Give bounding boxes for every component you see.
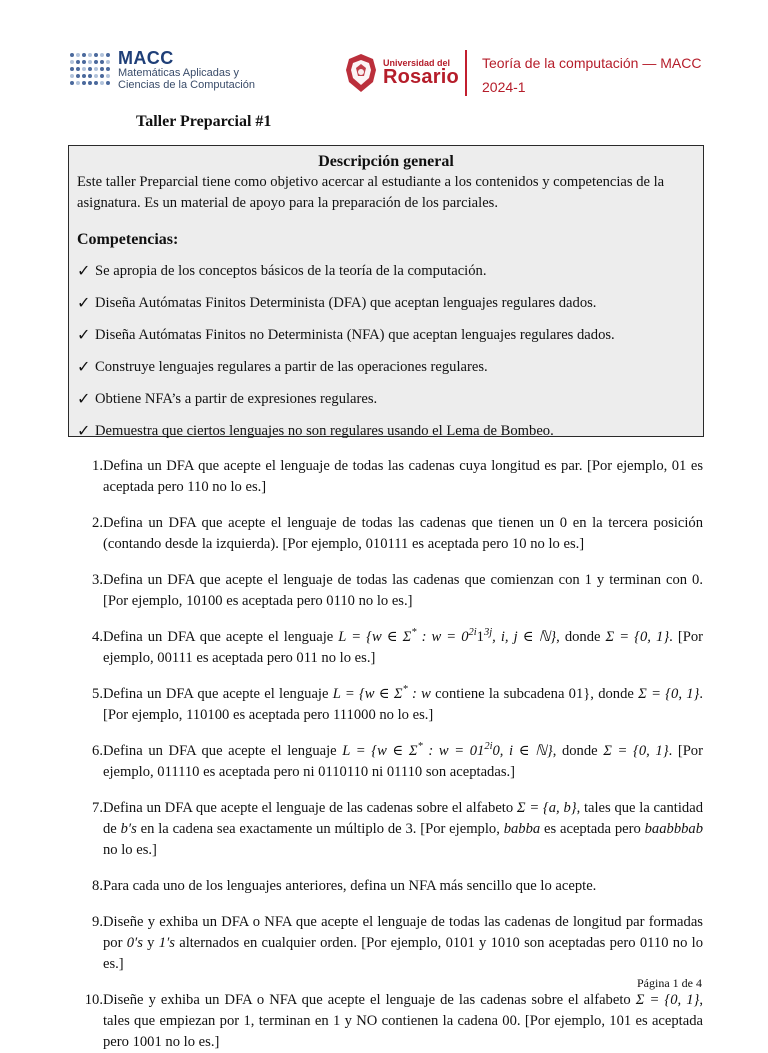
question-text — [103, 684, 703, 726]
document-title: Taller Preparcial #1 — [136, 113, 272, 130]
math-fragment: : w = 0 — [416, 629, 469, 645]
header-divider — [465, 50, 467, 96]
competency-item — [77, 388, 695, 409]
question-item — [78, 741, 703, 783]
course-name: Teoría de la computación — MACC — [482, 55, 702, 71]
math-superscript: 3j — [483, 627, 493, 639]
math-superscript: * — [402, 684, 408, 696]
competency-item — [77, 420, 695, 441]
math-fragment: : w — [407, 686, 431, 702]
math-1s: 1′s — [158, 935, 175, 951]
competency-text: Se apropia de los conceptos básicos de la teoría de la computación. — [95, 263, 487, 279]
question-number: 6. — [92, 743, 103, 759]
question-number: 2. — [92, 515, 103, 531]
competencies-title: Competencias: — [77, 231, 179, 248]
question-pre: Defina un DFA que acepte el lenguaje — [103, 686, 333, 702]
question-item — [78, 513, 703, 555]
question-number: 8. — [92, 878, 103, 894]
university-text-2: Rosario — [383, 66, 459, 88]
question-post: no lo es.] — [103, 842, 157, 858]
math-sigma: Σ = {0, 1} — [605, 629, 670, 645]
question-post: , donde — [590, 686, 639, 702]
example-accepted: babba — [503, 821, 541, 837]
question-number: 7. — [92, 800, 103, 816]
question-pre: Diseñe y exhiba un DFA o NFA que acepte el lenguaje de todas las cadenas de longitud par formadas por — [103, 914, 703, 951]
macc-logo-mark — [66, 49, 118, 95]
question-text — [103, 741, 703, 783]
questions-list — [78, 456, 703, 1053]
math-superscript: * — [411, 627, 417, 639]
question-number: 9. — [92, 914, 103, 930]
question-number: 5. — [92, 686, 103, 702]
question-mid: y — [142, 935, 159, 951]
question-pre: Diseñe y exhiba un DFA o NFA que acepte el lenguaje de las cadenas sobre el alfabeto — [103, 992, 636, 1008]
question-pre: Defina un DFA que acepte el lenguaje de las cadenas sobre el alfabeto — [103, 800, 517, 816]
university-seal-icon — [343, 52, 379, 94]
question-item — [78, 684, 703, 726]
competency-item — [77, 260, 695, 281]
question-text: Defina un DFA que acepte el lenguaje de todas las cadenas que comienzan con 1 y terminan con 0. [Por ejemplo, 10100 es aceptada pero 0110 no lo es.] — [103, 572, 703, 609]
question-text — [103, 990, 703, 1053]
question-item — [78, 798, 703, 861]
question-post: alternados en cualquier orden. [Por ejemplo, 0101 y 1010 son aceptadas pero 0110 no lo es.] — [103, 935, 703, 972]
math-fragment: 0, i ∈ ℕ} — [492, 743, 553, 759]
competency-text: Diseña Autómatas Finitos Determinista (DFA) que aceptan lenguajes regulares dados. — [95, 295, 597, 311]
university-text-1: Universidad del — [383, 58, 451, 68]
math-fragment: 1 — [476, 629, 484, 645]
question-item — [78, 912, 703, 975]
checkmark-icon: ✓ — [77, 421, 91, 440]
question-item — [78, 876, 703, 897]
competency-text: Diseña Autómatas Finitos no Determinista (NFA) que aceptan lenguajes regulares dados. — [95, 327, 615, 343]
question-post: . [Por ejemplo, 011110 es aceptada pero ni 0110110 ni 01110 son aceptadas.] — [103, 743, 703, 780]
university-logo — [343, 52, 459, 98]
overview-description: Este taller Preparcial tiene como objetivo acercar al estudiante a los contenidos y competencias de la asignatura. Es un material de apoyo para la preparación de los parciales. — [77, 174, 665, 211]
question-post: . [Por ejemplo, 110100 es aceptada pero 111000 no lo es.] — [103, 686, 704, 723]
question-post: , tales que la cantidad de — [103, 800, 703, 837]
page-header — [0, 0, 768, 110]
macc-subtitle-1: Matemáticas Aplicadas y — [118, 67, 240, 79]
question-text: Defina un DFA que acepte el lenguaje de todas las cadenas que tienen un 0 en la tercera posición (contando desde la izquierda). [Por ejemplo, 010111 es aceptada pero 10 no lo es.] — [103, 515, 703, 552]
question-item — [78, 570, 703, 612]
macc-text — [118, 49, 288, 95]
competencies-list — [77, 260, 695, 441]
overview-title: Descripción general — [318, 153, 454, 170]
question-post: es aceptada pero — [540, 821, 645, 837]
question-number: 3. — [92, 572, 103, 588]
math-sigma: Σ = {a, b} — [516, 800, 577, 816]
question-post: en la cadena sea exactamente un múltiplo de 3. [Por ejemplo, — [136, 821, 504, 837]
overview-box — [68, 145, 704, 440]
question-text: Para cada uno de los lenguajes anteriores, defina un NFA más sencillo que lo acepte. — [103, 878, 597, 894]
math-sigma: Σ = {0, 1} — [638, 686, 700, 702]
question-text — [103, 627, 703, 669]
checkmark-icon: ✓ — [77, 325, 91, 344]
question-item — [78, 627, 703, 669]
math-sigma: Σ = {0, 1} — [603, 743, 669, 759]
math-superscript: * — [417, 741, 423, 753]
math-superscript: 2i — [484, 741, 493, 753]
math-fragment: , i, j ∈ ℕ} — [492, 629, 557, 645]
question-number: 10. — [84, 992, 103, 1008]
math-bs: b′s — [120, 821, 137, 837]
page-number: Página 1 de 4 — [637, 976, 702, 990]
math-expression — [342, 743, 552, 759]
math-fragment: : w = 01 — [422, 743, 485, 759]
math-expression — [338, 629, 556, 645]
question-post: , donde — [552, 743, 604, 759]
math-expression — [333, 686, 431, 702]
question-text: Defina un DFA que acepte el lenguaje de todas las cadenas cuya longitud es par. [Por ejemplo, 01 es aceptada pero 110 no lo es.] — [103, 458, 703, 495]
math-fragment: L = {w ∈ Σ — [338, 629, 412, 645]
question-text — [103, 798, 703, 861]
checkmark-icon: ✓ — [77, 293, 91, 312]
math-fragment: L = {w ∈ Σ — [342, 743, 418, 759]
math-fragment: L = {w ∈ Σ — [332, 686, 403, 702]
question-number: 4. — [92, 629, 103, 645]
competency-text: Construye lenguajes regulares a partir de las operaciones regulares. — [95, 359, 488, 375]
math-sigma: Σ = {0, 1} — [635, 992, 700, 1008]
question-text-mid: contiene la subcadena 01} — [430, 686, 591, 702]
question-item — [78, 456, 703, 498]
checkmark-icon: ✓ — [77, 261, 91, 280]
question-item — [78, 990, 703, 1053]
competency-item — [77, 292, 695, 313]
macc-title: MACC — [118, 48, 174, 68]
checkmark-icon: ✓ — [77, 389, 91, 408]
competency-item — [77, 356, 695, 377]
math-superscript: 2i — [468, 627, 477, 639]
question-pre: Defina un DFA que acepte el lenguaje — [103, 629, 339, 645]
macc-logo — [66, 49, 286, 95]
question-pre: Defina un DFA que acepte el lenguaje — [103, 743, 343, 759]
macc-subtitle-2: Ciencias de la Computación — [118, 79, 255, 91]
checkmark-icon: ✓ — [77, 357, 91, 376]
question-post: , donde — [556, 629, 606, 645]
example-rejected: baabbbab — [644, 821, 703, 837]
question-number: 1. — [92, 458, 103, 474]
competency-text: Obtiene NFA’s a partir de expresiones regulares. — [95, 391, 378, 407]
math-0s: 0′s — [126, 935, 143, 951]
question-post: . [Por ejemplo, 00111 es aceptada pero 011 no lo es.] — [103, 629, 703, 666]
course-info — [482, 54, 701, 96]
course-term: 2024-1 — [482, 79, 526, 95]
competency-item — [77, 324, 695, 345]
macc-binary-dots — [66, 49, 118, 95]
question-post: , tales que empiezan por 1, terminan en 1 y NO contienen la cadena 00. [Por ejemplo, 101 es aceptada pero 1001 no lo es.] — [103, 992, 703, 1050]
competency-text: Demuestra que ciertos lenguajes no son regulares usando el Lema de Bombeo. — [95, 423, 554, 439]
question-text — [103, 912, 703, 975]
